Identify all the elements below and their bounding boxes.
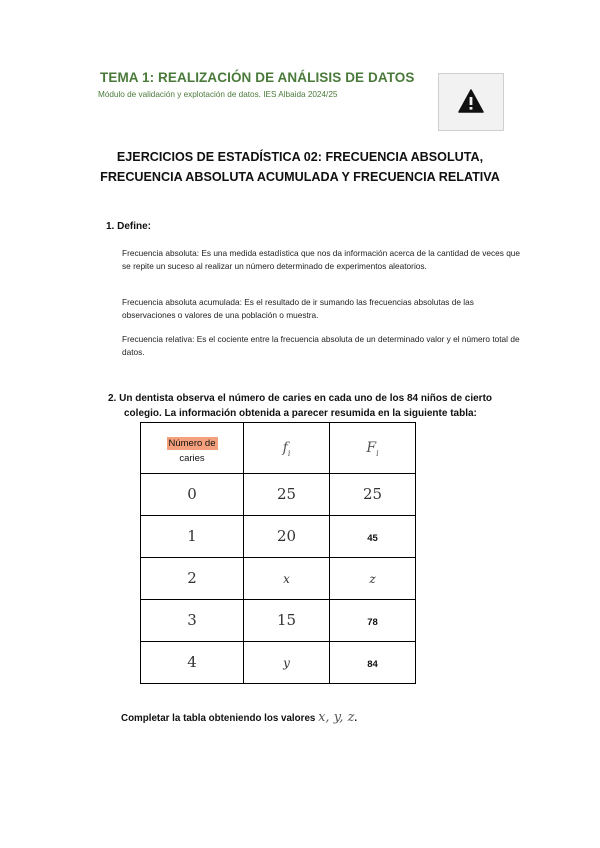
- warning-triangle-icon: [458, 89, 484, 113]
- table-header-row: [141, 423, 416, 474]
- header-fi-subscript: i: [287, 448, 291, 458]
- table-row: [141, 600, 416, 642]
- table-row: [141, 642, 416, 684]
- question-2-heading-line-2: colegio. La información obtenida a parecer resumida en la siguiente tabla:: [124, 408, 477, 419]
- cell-fi: 20: [244, 516, 330, 558]
- table-row: [141, 474, 416, 516]
- table-row: [141, 516, 416, 558]
- cell-caries: 3: [141, 600, 244, 642]
- cell-fi: y: [244, 642, 330, 684]
- document-title-line-1: EJERCICIOS DE ESTADÍSTICA 02: FRECUENCIA ABSOLUTA,: [116, 150, 484, 164]
- definition-relative-frequency: Frecuencia relativa: Es el cociente entre la frecuencia absoluta de un determinado valor y el número total de datos.: [122, 334, 520, 358]
- cell-Fi: z: [330, 558, 416, 600]
- table-row: [141, 558, 416, 600]
- header-caries-highlight: Número de: [168, 437, 216, 449]
- document-title-line-2: FRECUENCIA ABSOLUTA ACUMULADA Y FRECUENCIA RELATIVA: [100, 170, 500, 184]
- cell-caries: 4: [141, 642, 244, 684]
- instruction-text: Completar la tabla obteniendo los valores: [121, 713, 316, 724]
- definition-cumulative-frequency: Frecuencia absoluta acumulada: Es el resultado de ir sumando las frecuencias absolutas de las observaciones o valores de una población o muestra.: [122, 297, 474, 321]
- cell-caries: 2: [141, 558, 244, 600]
- header-Fi-subscript: i: [376, 448, 379, 458]
- header-cell-Fi: [330, 423, 416, 474]
- cell-fi: 25: [244, 474, 330, 516]
- cell-Fi: 78: [330, 600, 416, 642]
- header-caries-line-2: caries: [179, 452, 205, 464]
- warning-image: [438, 73, 504, 131]
- header-title: TEMA 1: REALIZACIÓN DE ANÁLISIS DE DATOS: [100, 70, 415, 85]
- cell-Fi: 84: [330, 642, 416, 684]
- cell-fi: x: [244, 558, 330, 600]
- cell-caries: 0: [141, 474, 244, 516]
- question-2-heading-line-1: 2. Un dentista observa el número de caries en cada uno de los 84 niños de cierto: [108, 393, 493, 404]
- cell-Fi: 25: [330, 474, 416, 516]
- header-cell-fi: [244, 423, 330, 474]
- header-subtitle: Módulo de validación y explotación de datos. IES Albaida 2024/25: [98, 90, 338, 99]
- header-Fi-symbol: F: [366, 439, 377, 456]
- cell-fi: 15: [244, 600, 330, 642]
- header-fi-symbol: f: [282, 439, 288, 456]
- caries-frequency-table: [140, 422, 416, 684]
- instruction-variables: x, y, z: [318, 710, 355, 725]
- header-cell-caries: [141, 423, 244, 474]
- instruction-end: .: [354, 713, 358, 724]
- definition-absolute-frequency: Frecuencia absoluta: Es una medida estadística que nos da información acerca de la cantidad de veces que se repite un suceso al realizar un número determinado de experimentos aleatorios.: [122, 248, 521, 272]
- question-1-heading: 1. Define:: [106, 221, 152, 232]
- cell-caries: 1: [141, 516, 244, 558]
- completion-instruction: [121, 710, 357, 725]
- cell-Fi: 45: [330, 516, 416, 558]
